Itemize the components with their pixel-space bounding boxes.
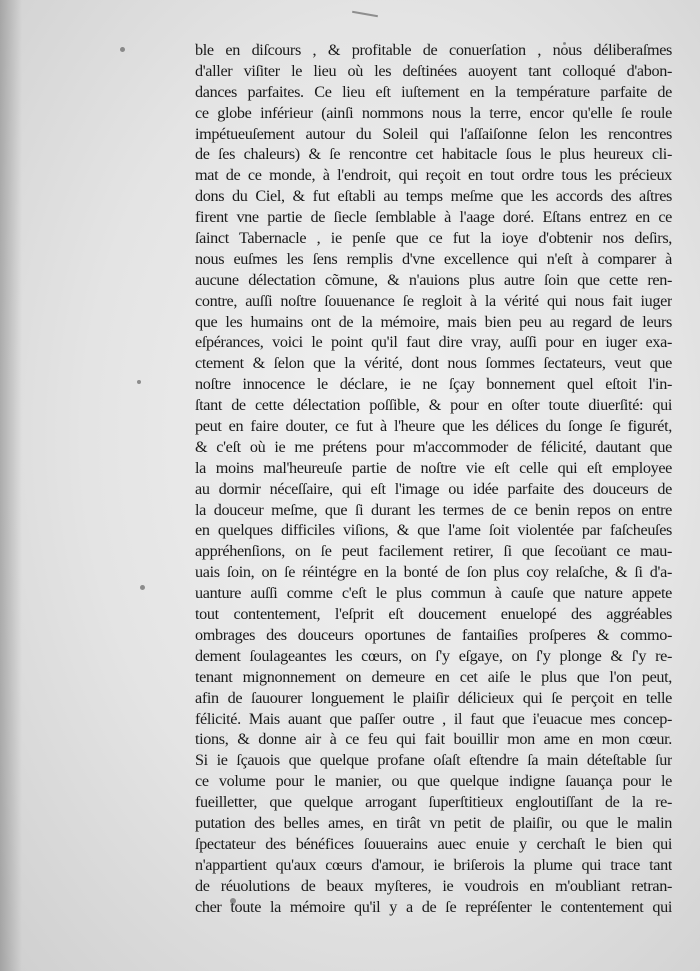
text-line: nous euſmes les ſens remplis d'vne excellence qui n'eſt à comparer à [195,249,672,268]
text-line: ce globe inférieur (ainſi nommons nous la terre, encor qu'elle ſe roule [195,103,672,122]
text-line: Si ie ſçauois que quelque profane oſaſt eſtendre ſa main déteſtable ſur [195,751,672,770]
text-line: aucune délectation cõmune, & n'auions plus autre ſoin que cette ren- [195,270,672,289]
text-line: au dormir néceſſaire, qui eſt l'image ou idée parfaite des douceurs de [195,479,672,498]
text-line: ſpectateur des bénéfices ſouuerains auec enuie y cerchaſt le bien qui [195,834,672,853]
text-line: ſtant de cette délectation poſſible, & pour en oſter toute diuerſité: qui [195,396,672,415]
body-text [195,40,672,917]
text-line: la moins mal'heureuſe partie de noſtre vie eſt celle qui eſt employee [195,458,672,477]
paper-speck [120,47,125,52]
text-line: & c'eſt où ie me prétens pour m'accommoder de félicité, dautant que [195,437,672,456]
text-line: dement ſoulageantes les cœurs, on ſ'y eſgaye, on ſ'y plonge & ſ'y re- [195,646,672,665]
text-line: afin de ſauourer longuement le plaiſir délicieux qui ſe perçoit en telle [195,688,672,707]
text-line: tout contentement, l'eſprit eſt doucement enuelopé des aggréables [195,605,672,624]
text-line: ombrages des douceurs oportunes de fantaiſies proſperes & commo- [195,625,672,644]
text-line: d'aller viſiter le lieu où les deſtinées auoyent tant colloqué d'abon- [195,61,672,80]
text-line: uanture auſſi comme c'eſt le plus commun à cauſe que nature appete [195,584,672,603]
text-line: mat de ce monde, à l'endroit, qui reçoit en tout ordre tous les précieux [195,166,672,185]
text-line: ble en diſcours , & profitable de conuerſation , nous déliberaſmes [195,41,672,59]
text-line: contre, auſſi noſtre ſouuenance ſe regloit à la vérité qui nous fait iuger [195,291,672,310]
text-line: tenant mignonnement on demeure en cet aiſe le plus que l'on peut, [195,667,672,686]
paper-speck [140,585,145,590]
text-line: peut en faire douter, ce fut à l'heure que les délices du ſonge ſe figurét, [195,417,672,436]
text-line: la douceur meſme, que ſi durant les termes de ce benin repos on entre [195,500,672,519]
paper-speck [137,380,141,384]
text-line: firent vne partie de ſiecle ſemblable à l'aage doré. Eſtans entrez en ce [195,208,672,227]
text-line: ſainct Tabernacle , ie penſe que ce fut la ioye d'obtenir nos deſirs, [195,229,672,248]
text-line: en quelques difficiles viſions, & que l'ame ſoit violentée par faſcheuſes [195,521,672,540]
text-line: ctement & ſelon que la vérité, dont nous ſommes ſectateurs, veut que [195,354,672,373]
ink-mark [352,11,378,17]
text-line: tions, & donne air à ce feu qui fait bouillir mon ame en mon cœur. [195,730,672,749]
text-line: de ſes chaleurs) & ſe rencontre cet habitacle ſous le plus heureux cli- [195,145,672,164]
text-line: uais ſoin, on ſe réintégre en la bonté de ſon plus coy relaſche, & ſi d'a- [195,563,672,582]
text-line: putation des belles ames, en tirât vn petit de plaiſir, ou que le malin [195,813,672,832]
text-line: impétueuſement autour du Soleil qui l'aſſaiſonne ſelon les rencontres [195,124,672,143]
text-line: n'appartient qu'aux cœurs d'amour, ie briſerois la plume qui trace tant [195,855,672,874]
text-line: ce volume pour le manier, ou que quelque indigne ſauança pour le [195,772,672,791]
text-line: félicité. Mais auant que paſſer outre , il faut que i'euacue mes concep- [195,709,672,728]
text-line: dances parfaites. Ce lieu eſt iuſtement en la température parfaite de [195,82,672,101]
text-line: eſpérances, voici le point qu'il faut dire vray, auſſi pour en iuger exa- [195,333,672,352]
text-line: noſtre innocence le déclare, ie ne ſçay bonnement quel eſtoit l'in- [195,375,672,394]
text-line: dons du Ciel, & fut eſtabli au temps meſme que les accords des aſtres [195,187,672,206]
text-line: appréhenſions, on ſe peut facilement retirer, ſi que ſecoüant ce mau- [195,542,672,561]
text-line: que les humains ont de la mémoire, mais bien peu au regard de leurs [195,312,672,331]
text-line: cher toute la mémoire qu'il y a de ſe repréſenter le contentement qui [195,897,672,916]
text-line: fueilletter, que quelque arrogant ſuperſtitieux engloutiſſant de la re- [195,793,672,812]
text-line: de réuolutions de beaux myſteres, ie voudrois en m'oubliant retran- [195,876,672,895]
